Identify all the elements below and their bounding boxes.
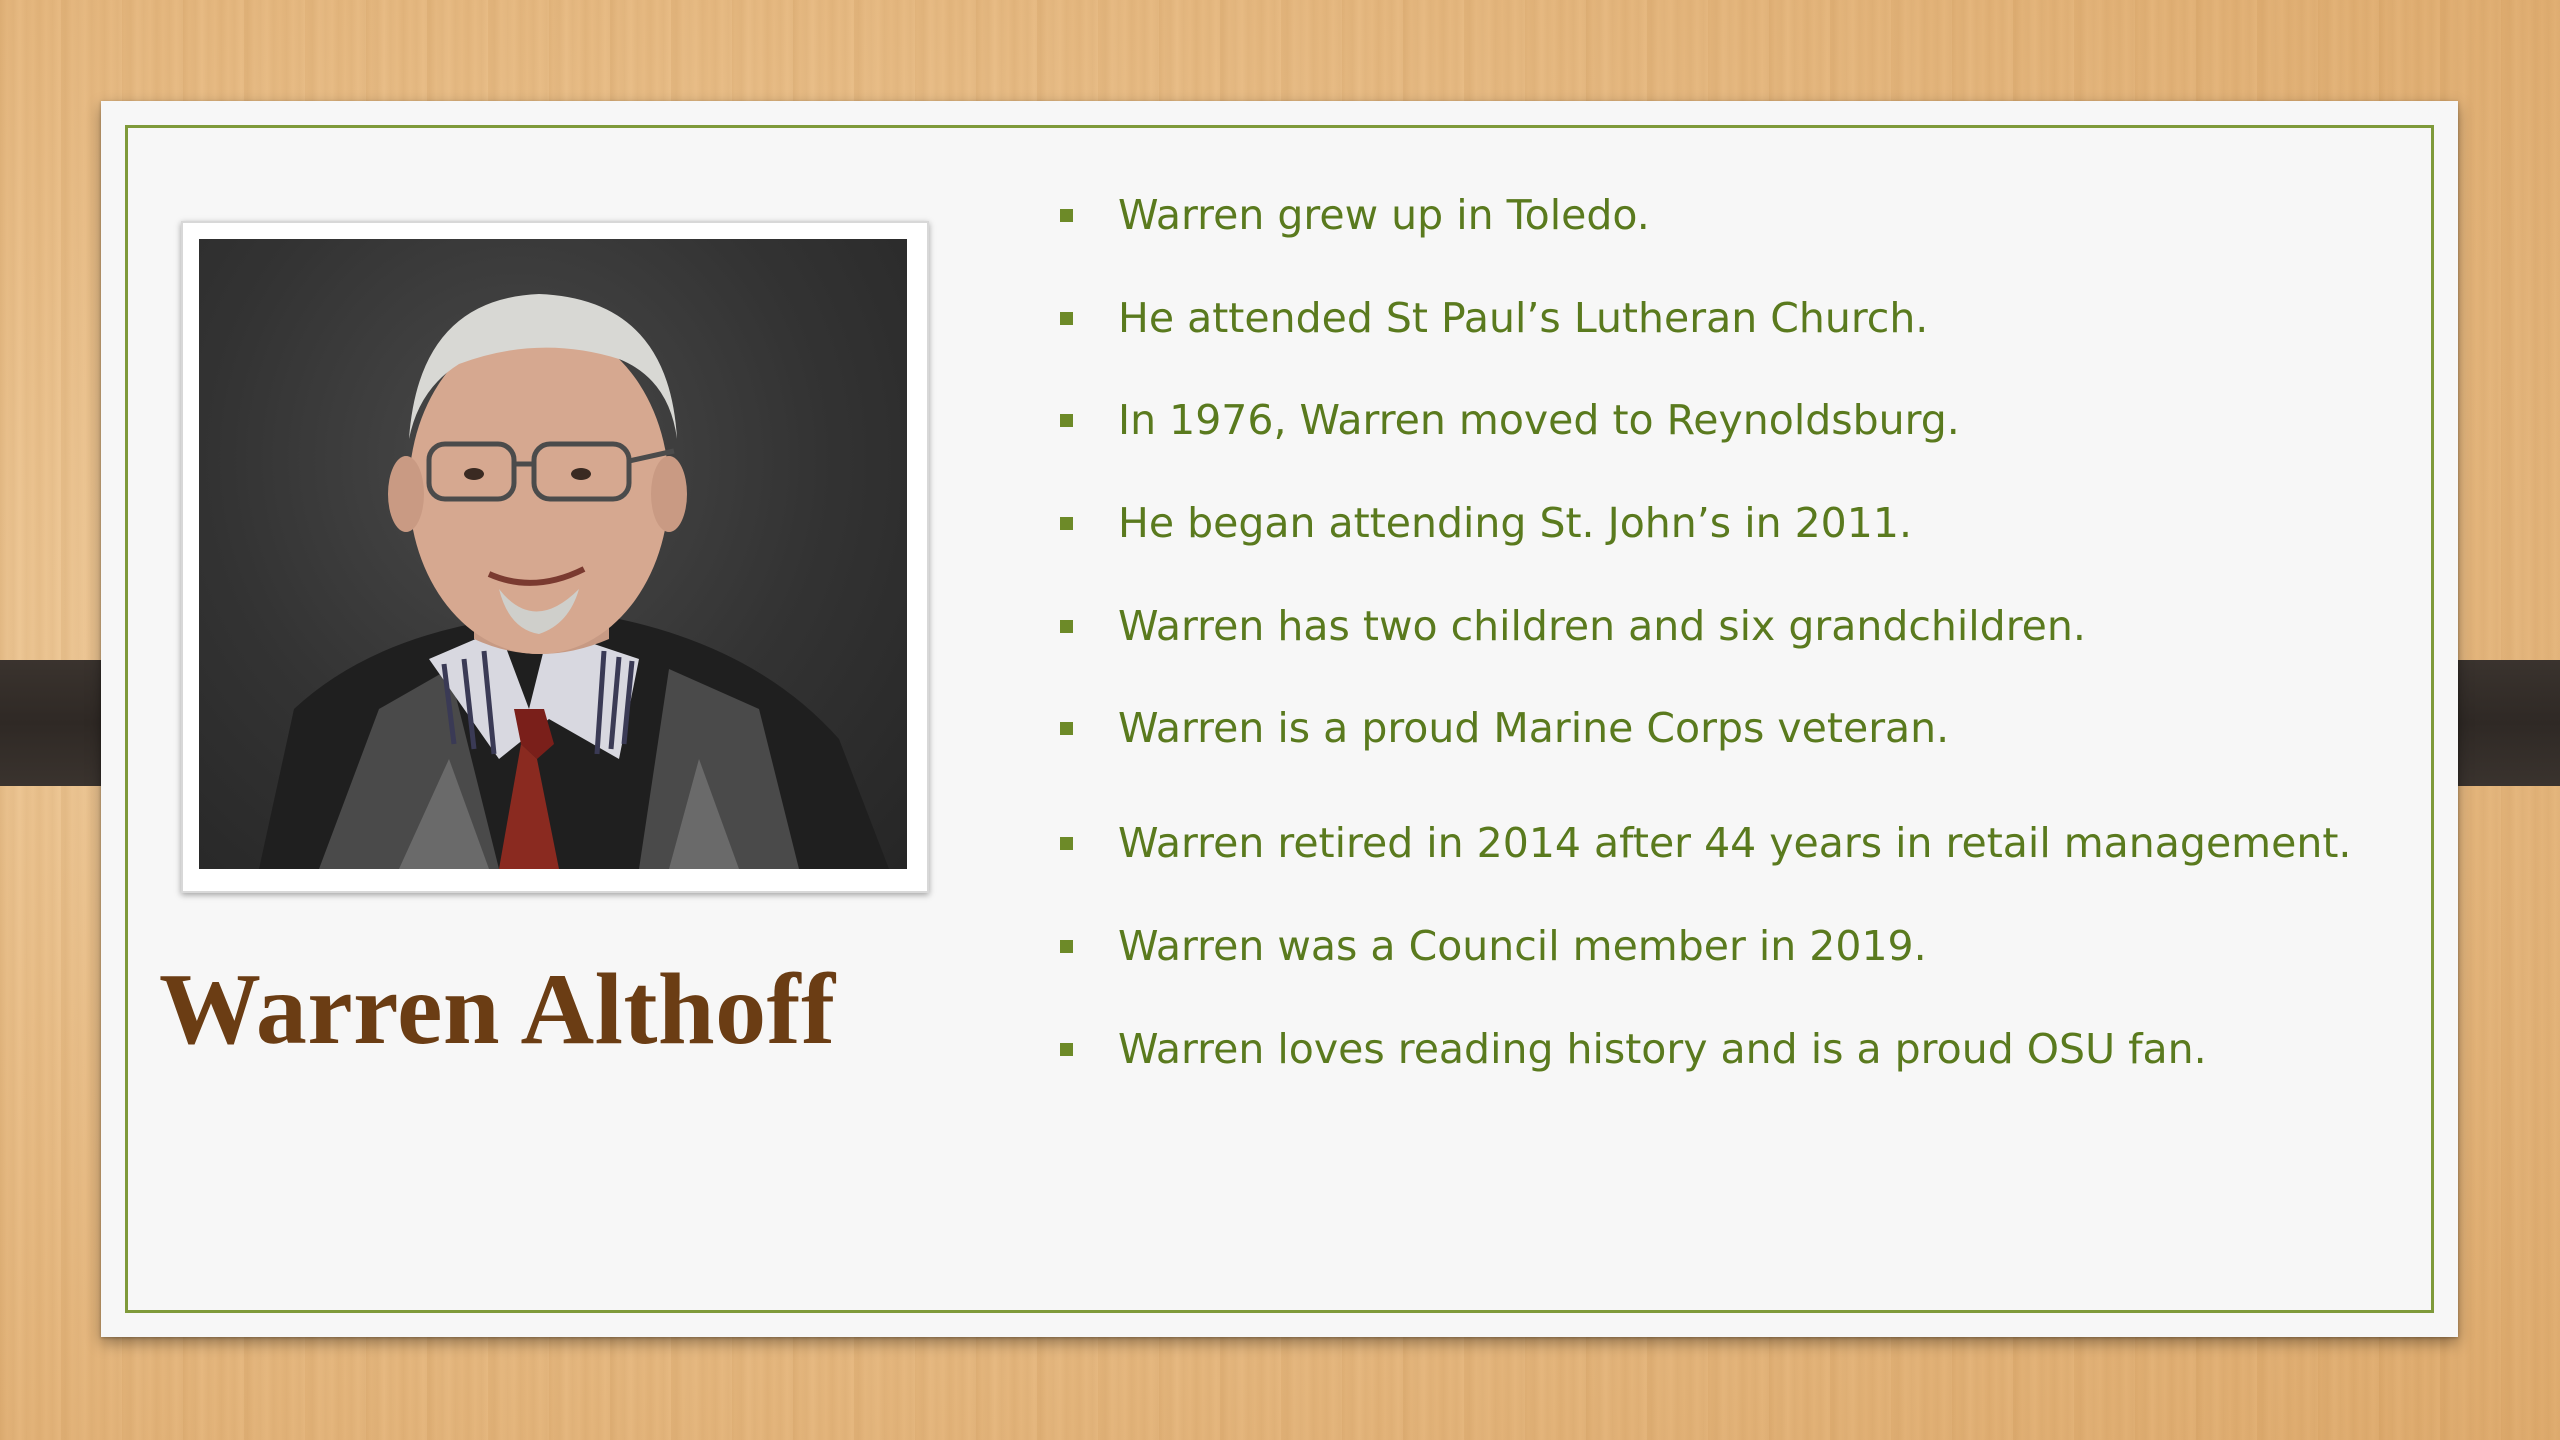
slide-card: Warren Althoff Warren grew up in Toledo. He attended St Paul’s Lutheran Church. In 1976, Warren moved to Reynoldsburg. He began attending St. John’s in 2011. Warren has two children and six grandchildren. Warren is a proud Marine Corps veteran. Warren retired in 2014 after 44 years in retail management. Warren was a Council member in 2019. Warren loves reading history and is a proud OSU fan. (101, 101, 2458, 1337)
portrait-illustration (199, 239, 907, 869)
square-bullet-icon (1060, 1043, 1073, 1056)
square-bullet-icon (1060, 837, 1073, 850)
square-bullet-icon (1060, 517, 1073, 530)
square-bullet-icon (1060, 312, 1073, 325)
square-bullet-icon (1060, 940, 1073, 953)
square-bullet-icon (1060, 722, 1073, 735)
portrait-photo (199, 239, 907, 869)
portrait-frame (181, 221, 929, 893)
square-bullet-icon (1060, 620, 1073, 633)
square-bullet-icon (1060, 414, 1073, 427)
square-bullet-icon (1060, 209, 1073, 222)
person-name: Warren Althoff (159, 953, 836, 1066)
